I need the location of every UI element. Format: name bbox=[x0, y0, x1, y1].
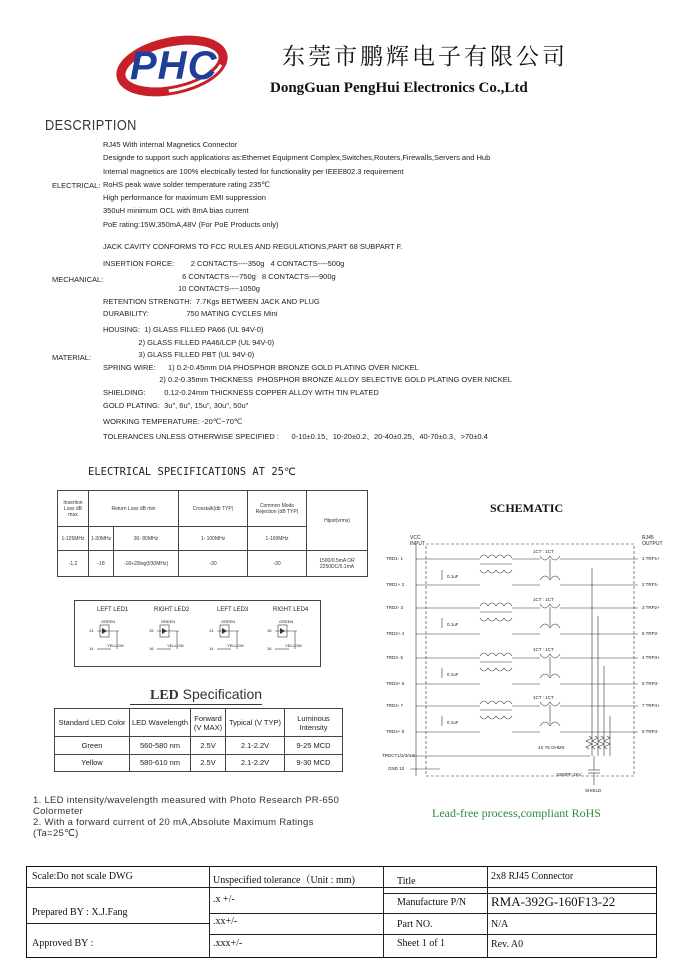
led-symbol-icon bbox=[97, 619, 132, 659]
led-symbol-icon bbox=[157, 619, 192, 659]
note-line: (Ta=25℃) bbox=[33, 828, 79, 839]
led-header: Forward (V MAX) bbox=[191, 709, 226, 737]
led-unit bbox=[89, 619, 132, 659]
tol-xx: .xx+/- bbox=[213, 916, 238, 927]
cap-label: 0.1uF bbox=[447, 574, 459, 579]
title-block bbox=[26, 866, 657, 958]
electrical-label: ELECTRICAL: bbox=[52, 181, 101, 190]
led-yellow-label: YELLOW bbox=[167, 643, 184, 648]
led-cell: Yellow bbox=[55, 754, 130, 771]
company-name-cn: 东莞市鹏辉电子有限公司 bbox=[282, 44, 568, 70]
cell: 1-30MHz bbox=[89, 527, 114, 551]
vcc-text: VCC bbox=[410, 535, 421, 541]
left-pin: TRD1+ 2 bbox=[386, 582, 405, 587]
ohms-label: 4X 75 OHMS bbox=[538, 745, 565, 750]
schematic bbox=[380, 530, 670, 800]
left-pin: TRD2+ 4 bbox=[386, 631, 405, 636]
led-cell: 9-30 MCD bbox=[285, 754, 343, 771]
led-pin-label: 13 bbox=[89, 628, 94, 633]
led-pin-label: 13 bbox=[209, 628, 214, 633]
led-cell: 2.1-2.2V bbox=[226, 737, 285, 754]
right-pin: 4 TRP3+ bbox=[642, 655, 660, 660]
cell: 1-100MHz bbox=[248, 527, 307, 551]
material-label: MATERIAL: bbox=[52, 353, 92, 362]
electrical-line: RoHS peak wave solder temperature rating 235℃ bbox=[103, 179, 270, 189]
led-unit bbox=[267, 619, 310, 659]
left-pin: GND 10 bbox=[388, 766, 405, 771]
scale-label: Scale:Do not scale DWG bbox=[32, 871, 133, 882]
pn-label: Manufacture P/N bbox=[397, 897, 467, 908]
logo-text: PHC bbox=[130, 44, 218, 88]
left-pin: TRD4+ 8 bbox=[386, 729, 405, 734]
cell: 1500/0.5mA OR 2250DC/0.1mA bbox=[307, 551, 368, 577]
material-list bbox=[103, 324, 512, 412]
led-diagram bbox=[74, 600, 321, 667]
led-header: Standard LED Color bbox=[55, 709, 130, 737]
note-line: 1. LED intensity/wavelength measured with Photo Research PR-650 bbox=[33, 795, 340, 806]
company-name-en: DongGuan PengHui Electronics Co.,Ltd bbox=[270, 80, 528, 96]
left-pin: TRDCT1/2/3/4 9 bbox=[382, 753, 415, 758]
right-pin: 1 TRP1+ bbox=[642, 556, 660, 561]
header-hipot: Hipot(vrms) bbox=[307, 491, 368, 551]
working-temperature: WORKING TEMPERATURE: -20℃~70℃ bbox=[103, 417, 243, 426]
mechanical-list bbox=[103, 241, 402, 321]
material-line: HOUSING: 1) GLASS FILLED PA66 (UL 94V-0) bbox=[103, 325, 264, 334]
led-spec-title bbox=[150, 686, 262, 704]
led-green-label: GREEN bbox=[221, 619, 236, 624]
sheet-label: Sheet 1 of 1 bbox=[397, 938, 446, 949]
cap-label: 0.1uF bbox=[447, 672, 459, 677]
material-line: SPRING WIRE: 1) 0.2-0.45mm DIA PHOSPHOR BRONZE GOLD PLATING OVER NICKEL bbox=[103, 362, 419, 372]
material-line: GOLD PLATING: 3u", 6u", 15u", 30u", 50u" bbox=[103, 400, 249, 410]
led-header: LED Wavelength bbox=[130, 709, 191, 737]
elec-spec-table bbox=[57, 490, 368, 577]
ratio-label: 1CT : 1CT bbox=[533, 695, 554, 700]
led-green-label: GREEN bbox=[101, 619, 116, 624]
rev-label: Rev. A0 bbox=[491, 939, 524, 950]
material-line: 3) GLASS FILLED PBT (UL 94V-0) bbox=[103, 350, 255, 360]
schematic-title: SCHEMATIC bbox=[490, 501, 564, 515]
title-label: Title bbox=[397, 876, 416, 887]
right-pin: 2 TRP1- bbox=[642, 582, 659, 587]
mechanical-line: RETENTION STRENGTH: 7.7Kgs BETWEEN JACK AND PLUG bbox=[103, 296, 320, 306]
led-cell: 2.5V bbox=[191, 737, 226, 754]
led-cell: 560-580 nm bbox=[130, 737, 191, 754]
led-pin-label: 14 bbox=[209, 646, 214, 651]
electrical-line: PoE rating:15W,350mA,48V (For PoE Products only) bbox=[103, 219, 279, 229]
title-value: 2x8 RJ45 Connector bbox=[491, 871, 574, 882]
rj45-text: RJ45 bbox=[642, 535, 654, 541]
led-pin-label: 15 bbox=[267, 628, 272, 633]
schematic-drawing-icon bbox=[380, 530, 670, 800]
led-pin-label: 14 bbox=[89, 646, 94, 651]
mechanical-label: MECHANICAL: bbox=[52, 275, 104, 284]
led-spec-title-bold: LED bbox=[150, 688, 179, 703]
shield-label: SHIELD bbox=[585, 788, 602, 793]
mechanical-line: 10 CONTACTS----1050g bbox=[103, 284, 260, 293]
led-unit bbox=[209, 619, 252, 659]
right-pin: 3 TRP2+ bbox=[642, 605, 660, 610]
right-pin: 5 TRP3- bbox=[642, 681, 659, 686]
led-pin-label: 16 bbox=[149, 646, 154, 651]
description-heading: DESCRIPTION bbox=[45, 117, 137, 134]
header-common: Common Mode Rejection (dB TYP) bbox=[248, 491, 307, 527]
cell: -30 bbox=[179, 551, 248, 577]
cell: -30 bbox=[248, 551, 307, 577]
left-pin: TRD2- 3 bbox=[386, 605, 404, 610]
ratio-label: 1CT : 1CT bbox=[533, 549, 554, 554]
cap2-label: 1000PF 2KV bbox=[556, 772, 582, 777]
led-header: Luminous Intensity bbox=[285, 709, 343, 737]
elec-spec-title: ELECTRICAL SPECIFICATIONS AT 25℃ bbox=[88, 466, 296, 478]
cap-label: 0.1uF bbox=[447, 720, 459, 725]
rohs-note: Lead-free process,compliant RoHS bbox=[432, 806, 601, 820]
cell: -18 bbox=[89, 551, 114, 577]
note-line: 2. With a forward current of 20 mA,Absolute Maximum Ratings bbox=[33, 817, 314, 828]
led-cell: Green bbox=[55, 737, 130, 754]
right-pin: 8 TRP4- bbox=[642, 729, 659, 734]
led-pin-label: 15 bbox=[149, 628, 154, 633]
mechanical-line: DURABILITY: 750 MATING CYCLES Mini bbox=[103, 309, 278, 318]
pn-value: RMA-392G-160F13-22 bbox=[491, 894, 616, 909]
tolerance-label: Unspecified tolerance（Unit : mm) bbox=[213, 875, 355, 886]
partno-value: N/A bbox=[491, 919, 509, 930]
led-yellow-label: YELLOW bbox=[285, 643, 302, 648]
tolerances: TOLERANCES UNLESS OTHERWISE SPECIFIED : 0-10±0.15、10-20±0.2、20-40±0.25、40-70±0.3、>70±0.4 bbox=[103, 432, 488, 441]
led-cell: 2.1-2.2V bbox=[226, 754, 285, 771]
left-pin: TRD3+ 6 bbox=[386, 681, 405, 686]
led-label: LEFT LED3 bbox=[217, 607, 249, 613]
led-spec-underline bbox=[130, 704, 262, 705]
tol-x: .x +/- bbox=[213, 894, 235, 905]
input-text: INPUT bbox=[410, 541, 425, 547]
company-logo bbox=[112, 32, 262, 102]
material-line: 2) GLASS FILLED PA46/LCP (UL 94V-0) bbox=[103, 337, 275, 347]
right-pin: 6 TRP2- bbox=[642, 631, 659, 636]
led-spec-title-rest: Specification bbox=[178, 686, 263, 702]
cell: 1-125MHz bbox=[58, 527, 89, 551]
electrical-line: RJ45 With internal Magnetics Connector bbox=[103, 140, 238, 149]
ratio-label: 1CT : 1CT bbox=[533, 647, 554, 652]
led-yellow-label: YELLOW bbox=[227, 643, 244, 648]
led-label: LEFT LED1 bbox=[97, 607, 129, 613]
left-pin: TRD4- 7 bbox=[386, 703, 404, 708]
header-crosstalk: Crosstalk(db TYP) bbox=[179, 491, 248, 527]
led-cell: 2.5V bbox=[191, 754, 226, 771]
cap-label: 0.1uF bbox=[447, 622, 459, 627]
electrical-line: High performance for maximum EMI suppression bbox=[103, 193, 266, 203]
header-return: Return Loss dB min bbox=[89, 491, 179, 527]
partno-label: Part NO. bbox=[397, 919, 433, 930]
ratio-label: 1CT : 1CT bbox=[533, 597, 554, 602]
left-pin: TRD3- 5 bbox=[386, 655, 404, 660]
electrical-line: Designde to support such applications as:Ethernet Equipment Complex,Switches,Routers,Firewalls,Servers and Hub bbox=[103, 153, 491, 163]
led-green-label: GREEN bbox=[161, 619, 176, 624]
led-header: Typical (V TYP) bbox=[226, 709, 285, 737]
left-pin: TRD1- 1 bbox=[386, 556, 404, 561]
right-pin: 7 TRP4+ bbox=[642, 703, 660, 708]
led-unit bbox=[149, 619, 192, 659]
led-yellow-label: YELLOW bbox=[107, 643, 124, 648]
led-label: RIGHT LED4 bbox=[273, 607, 309, 613]
cell: -1.2 bbox=[58, 551, 89, 577]
mechanical-line: INSERTION FORCE: 2 CONTACTS----350g 4 CONTACTS----500g bbox=[103, 259, 345, 268]
note-line: Colormeter bbox=[33, 806, 83, 817]
material-line: 2) 0.2-0.35mm THICKNESS PHOSPHOR BRONZE ALLOY SELECTIVE GOLD PLATING OVER NICKEL bbox=[103, 375, 512, 385]
material-line: SHIELDING: 0.12-0.24mm THICKNESS COPPER ALLOY WITH TIN PLATED bbox=[103, 387, 379, 397]
tol-xxx: .xxx+/- bbox=[213, 938, 243, 949]
notes bbox=[33, 795, 339, 839]
electrical-line: Internal magnetics are 100% electrically tested for functionality per IEEE802.3 requirement bbox=[103, 166, 404, 176]
led-pin-label: 16 bbox=[267, 646, 272, 651]
cell: -18+20log(f/30MHz) bbox=[114, 551, 179, 577]
led-label: RIGHT LED2 bbox=[154, 607, 190, 613]
header-insertion: Insertion Loss dB max bbox=[58, 491, 89, 527]
mechanical-line: 6 CONTACTS----750g 8 CONTACTS----900g bbox=[103, 271, 336, 281]
output-text: OUTPUT bbox=[642, 541, 663, 547]
mechanical-line: JACK CAVITY CONFORMS TO FCC RULES AND REGULATIONS,PART 68 SUBPART F. bbox=[103, 242, 403, 251]
led-symbol-icon bbox=[275, 619, 310, 659]
cell: 1- 100MHz bbox=[179, 527, 248, 551]
led-cell: 9-25 MCD bbox=[285, 737, 343, 754]
led-symbol-icon bbox=[217, 619, 252, 659]
led-spec-table bbox=[54, 708, 343, 772]
prepared-by: Prepared BY : X.J.Fang bbox=[32, 907, 128, 918]
cell: 30- 80MHz bbox=[114, 527, 179, 551]
led-green-label: GREEN bbox=[279, 619, 294, 624]
led-cell: 580-610 nm bbox=[130, 754, 191, 771]
electrical-line: 350uH minimum OCL with 8mA bias current bbox=[103, 206, 249, 216]
electrical-list bbox=[103, 139, 490, 232]
approved-by: Approved BY : bbox=[32, 938, 94, 949]
